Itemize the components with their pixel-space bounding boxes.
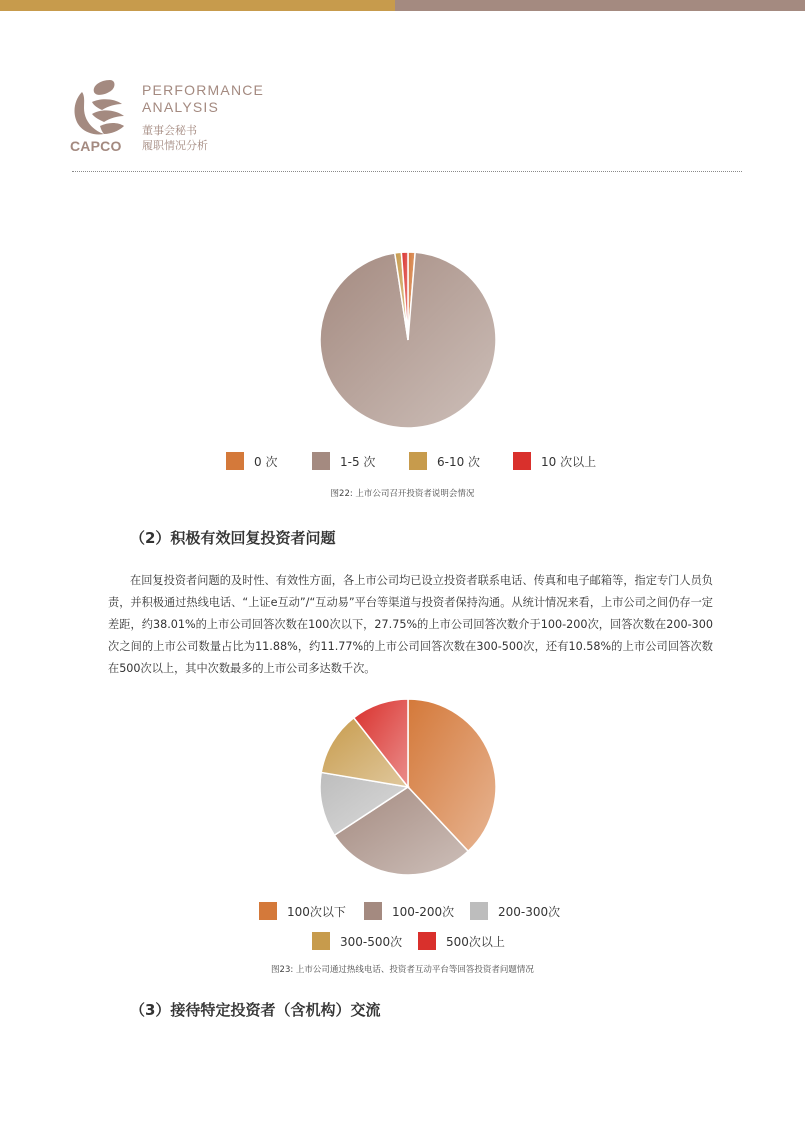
fig22-legend-item-0	[226, 452, 277, 470]
fig22-legend-item-1	[312, 452, 375, 470]
header-title-line1: PERFORMANCE	[142, 82, 265, 98]
legend-swatch	[312, 452, 330, 470]
figure22-pie-chart	[318, 250, 498, 430]
figure23-pie-chart	[318, 697, 498, 877]
legend-swatch	[470, 902, 488, 920]
logo-wordmark: CAPCO	[70, 138, 122, 154]
top-accent-bar-gold	[0, 0, 395, 11]
legend-label: 6-10 次	[437, 454, 481, 469]
legend-label: 500次以上	[446, 934, 505, 949]
legend-label: 100次以下	[287, 904, 346, 919]
legend-label: 100-200次	[392, 904, 455, 919]
legend-swatch	[409, 452, 427, 470]
legend-swatch	[513, 452, 531, 470]
fig23-legend-item-3	[312, 932, 402, 950]
fig22-legend-item-3	[513, 452, 596, 470]
fig23-legend-item-4	[418, 932, 505, 950]
legend-label: 300-500次	[340, 934, 403, 949]
header-title-line2: ANALYSIS	[142, 99, 220, 115]
fig23-legend-item-2	[470, 902, 560, 920]
header-subtitle-line2: 履职情况分析	[142, 139, 208, 152]
legend-swatch	[312, 932, 330, 950]
fig23-legend-item-0	[259, 902, 346, 920]
section3-heading: （3）接待特定投资者（含机构）交流	[130, 1001, 381, 1019]
legend-swatch	[226, 452, 244, 470]
legend-label: 0 次	[254, 454, 278, 469]
fig23-legend-item-1	[364, 902, 454, 920]
legend-swatch	[259, 902, 277, 920]
fig22-legend-item-2	[409, 452, 480, 470]
legend-swatch	[418, 932, 436, 950]
legend-label: 200-300次	[498, 904, 561, 919]
legend-swatch	[364, 902, 382, 920]
top-accent-bar-mauve	[395, 0, 805, 11]
section2-paragraph: 在回复投资者问题的及时性、有效性方面，各上市公司均已设立投资者联系电话、传真和电子邮箱等，指定专门人员负责，并积极通过热线电话、“上证e互动”/“互动易”平台等渠道与投资者保持沟通。从统计情况来看，上市公司之间仍存一定差距，约38.01%的上市公司回答次数在100次以下，27.75%的上市公司回答次数介于100-200次，回答次数在200-300次之间的上市公司数量占比为11.88%，约11.77%的上市公司回答次数在300-500次，还有10.58%的上市公司回答次数在500次以上，其中次数最多的上市公司多达数千次。	[108, 574, 713, 675]
capco-logo-icon	[70, 78, 126, 136]
section2-heading: （2）积极有效回复投资者问题	[130, 529, 336, 547]
header-divider	[72, 171, 742, 172]
legend-label: 1-5 次	[340, 454, 376, 469]
header-subtitle-line1: 董事会秘书	[142, 124, 197, 137]
legend-label: 10 次以上	[541, 454, 597, 469]
figure22-caption: 图22: 上市公司召开投资者说明会情况	[330, 489, 475, 499]
figure23-caption: 图23: 上市公司通过热线电话、投资者互动平台等回答投资者问题情况	[271, 965, 534, 975]
